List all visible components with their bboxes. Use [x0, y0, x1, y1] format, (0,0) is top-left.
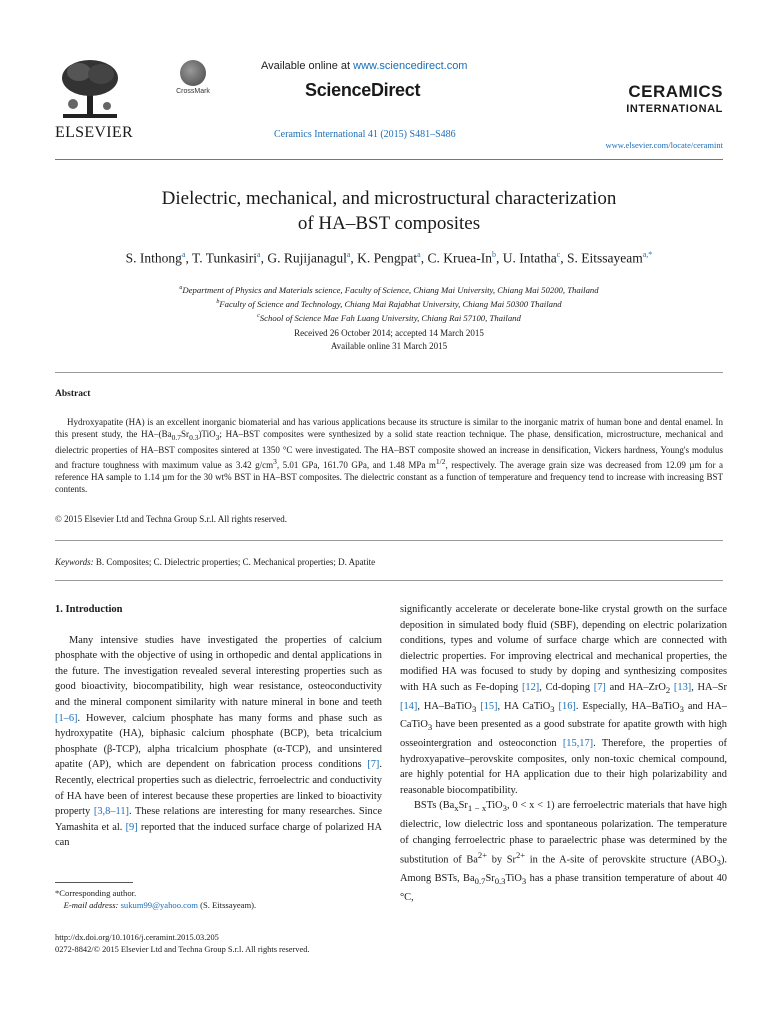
author-affil-mark[interactable]: a: [257, 250, 261, 259]
affiliation-text: School of Science Mae Fah Luang University, Chiang Rai 57100, Thailand: [259, 312, 521, 323]
crossmark-badge[interactable]: [173, 60, 213, 95]
affiliation-item: [55, 282, 723, 296]
author-affil-mark[interactable]: a: [181, 250, 186, 259]
author: U. Intatha: [502, 250, 557, 266]
keywords: [55, 557, 375, 567]
sciencedirect-logo: ScienceDirect: [305, 80, 421, 100]
abstract-copyright: © 2015 Elsevier Ltd and Techna Group S.r.l. All rights reserved.: [55, 514, 287, 524]
author: T. Tunkasiri: [192, 250, 258, 266]
elsevier-tree-icon: [59, 56, 121, 120]
author: C. Kruea-In: [427, 250, 492, 266]
citation-link[interactable]: [15]: [480, 700, 498, 712]
email-label: E-mail address:: [63, 900, 119, 910]
citation-link[interactable]: [13]: [673, 681, 692, 693]
footnote-divider: [55, 882, 133, 883]
author-affil-mark[interactable]: a,*: [642, 250, 653, 259]
footnote: [55, 887, 382, 911]
journal-url-link[interactable]: www.elsevier.com/locate/ceramint: [605, 140, 723, 150]
author: K. Pengpat: [357, 250, 418, 266]
corresponding-author-note: *Corresponding author.: [55, 888, 137, 898]
journal-title-line2: INTERNATIONAL: [626, 103, 723, 115]
doi-link[interactable]: http://dx.doi.org/10.1016/j.ceramint.2015.03.205: [55, 933, 219, 942]
email-link[interactable]: sukum99@yahoo.com: [120, 900, 198, 910]
abstract-text: Hydroxyapatite (HA) is an excellent inorganic biomaterial and has various applications because its structure is similar to the inorganic matrix of human bone and dental enamel. In this present study, the $HA-(Ba_{0.7}Sr_{0.3})TiO_3$; HA–BST composites were synthesized by a solid state reaction technique. The phase, densification, microstructure, mechanical and dielectric properties of HA–BST composites sintered at 1350 °C were investigated. The HA–BST composite showed an increase in densification, Vickers hardness, Young's modulus and fracture toughness with maximum value as 3.42 $g/cm^3$, 5.01 GPa, 161.70 GPa, and 1.48 MPa $m^{1/2}$, respectively. The average grain size was decreased from 12.09 µm for a reference HA sample to 1.14 µm for the 30 wt% BST in HA–BST composites. The dielectric constant as a function of temperature and frequency tend to increase with increasing BST contents.: [55, 417, 724, 495]
citation-link[interactable]: [7]: [593, 681, 606, 693]
citation-link[interactable]: [1–6]: [55, 712, 78, 724]
sciencedirect-link[interactable]: www.sciencedirect.com: [353, 60, 468, 72]
author-affil-mark[interactable]: a: [346, 250, 351, 259]
available-online: [261, 60, 467, 72]
abstract-heading: Abstract: [55, 389, 91, 399]
article-title: [55, 186, 723, 236]
author: S. Inthong: [125, 250, 182, 266]
available-prefix: Available online at: [261, 60, 354, 72]
journal-reference[interactable]: Ceramics International 41 (2015) S481–S486: [274, 129, 456, 140]
affiliation-item: [55, 296, 723, 310]
affiliation-mark: a: [179, 285, 183, 291]
author-affil-mark[interactable]: c: [556, 250, 561, 259]
author-affil-mark[interactable]: b: [491, 250, 496, 259]
citation-link[interactable]: [12]: [521, 681, 540, 693]
elsevier-logo: [55, 54, 133, 142]
journal-header: [55, 54, 723, 158]
crossmark-icon: [180, 60, 206, 86]
author-affil-mark[interactable]: a: [417, 250, 421, 259]
author: G. Rujijanagul: [267, 250, 347, 266]
issn-copyright: 0272-8842/© 2015 Elsevier Ltd and Techna Group S.r.l. All rights reserved.: [55, 945, 310, 954]
body-column-left: [55, 602, 382, 851]
citation-link[interactable]: [9]: [125, 821, 138, 833]
author: S. Eitssayeam: [567, 250, 643, 266]
affiliation-text: Department of Physics and Materials science, Faculty of Science, Chiang Mai University, Chiang Mai 50200, Thailand: [182, 284, 599, 295]
affiliation-mark: b: [216, 298, 220, 305]
received-date: Received 26 October 2014; accepted 14 March 2015: [294, 328, 484, 338]
keywords-divider-bottom: [55, 580, 723, 581]
affiliation-item: [55, 310, 723, 324]
citation-link[interactable]: [15,17]: [562, 737, 594, 749]
body-paragraph: significantly accelerate or decelerate bone-like crystal growth on the surface deposition in simulated body fluid (SBF), depending on electric polarization conditions, types and volume of surface charge which are connected with dielectric properties. For improving electrical and mechanical properties, the modified HA was focused to study by doping and synthesizing composites with HA such as Fe-doping [12], Cd-doping [7] and HA–ZrO$_2$ [13], HA–Sr [14], HA–BaTiO$_3$ [15], HA CaTiO$_3$ [16]. Especially, HA–BaTiO$_3$ and HA–CaTiO$_3$ have been presented as a good substrate for apatite growth with high osseointergration and osteoconction [15,17]. Therefore, the properties of hydroxyapative–perovskite composites, only non-toxic chemical compound, are highly potential for HA application due to their high polarizability and reasonable biocompatibility.: [400, 604, 728, 796]
citation-link[interactable]: [3,8–11]: [93, 806, 129, 818]
article-dates: [55, 327, 723, 353]
citation-link[interactable]: [7]: [367, 759, 380, 771]
body-paragraph: BSTs ($Ba_xSr_{1 - x}TiO_3$, 0 < x < 1) are ferroelectric materials that have high dielectric, low dielectric loss and spontaneous polarization. The temperature of changing ferroelectric phase to paraelectric phase was determined by the substitution of $Ba^{2+}$ by $Sr^{2+}$ in the A-site of perovskite structure $(ABO_3)$. Among BSTs, $Ba_{0.7}Sr_{0.3}TiO_3$ has a phase transition temperature of about 40 °C,: [400, 800, 727, 904]
publisher-name: ELSEVIER: [55, 124, 133, 141]
body-paragraph: Many intensive studies have investigated the properties of calcium phosphate with the objective of using in orthopedic and dental applications in the future. The investigation revealed several interesting properties such as good bioactivity, biocompatibility, high wear resistance, osteoconductivity and the mineral component similarity with nature mineral in bone and teeth [1–6]. However, calcium phosphate has many forms and phase such as hydroxypatite (HA), biphasic calcium phosphate (BCP), beta tricalcium phosphate (β-TCP), alpha tricalcium phosphate (α-TCP), and unsintered apatite (AP), which are dependent on fabrication process conditions [7]. Recently, electrical properties such as dielectric, ferroelectric and conductivity of HA have been of interest because these properties are linked to bioactivity property [3,8–11]. These relations are interesting for many researches. Since Yamashita et al. [9] reported that the induced surface charge of polarized HA can: [55, 634, 382, 849]
header-divider: [55, 159, 723, 160]
title-line1: Dielectric, mechanical, and microstructural characterization: [161, 188, 617, 209]
citation-link[interactable]: [16]: [558, 700, 576, 712]
journal-title: [626, 82, 723, 115]
keywords-label: Keywords:: [55, 557, 94, 567]
online-date: Available online 31 March 2015: [330, 341, 448, 351]
keywords-text: B. Composites; C. Dielectric properties; C. Mechanical properties; D. Apatite: [93, 557, 376, 567]
abstract-divider: [55, 372, 723, 373]
author-list: S. Inthong$^a$, T. Tunkasiri$^a$, G. Rujijanagul$^a$, K. Pengpat$^a$, C. Kruea-In$^b$, U. Intatha$^c$, S. Eitssayeam$^{a,*}$: [125, 250, 653, 266]
email-line: [55, 899, 382, 911]
crossmark-label: CrossMark: [176, 88, 210, 95]
body-column-right: [400, 602, 727, 906]
section-heading: 1. Introduction: [55, 604, 123, 615]
doi-block: [55, 932, 310, 956]
affiliation-text: Faculty of Science and Technology, Chiang Mai Rajabhat University, Chiang Mai 50300 Thailand: [219, 298, 562, 309]
email-owner: (S. Eitssayeam).: [197, 900, 257, 910]
affiliation-mark: c: [257, 312, 260, 319]
title-line2: of HA–BST composites: [297, 213, 481, 234]
affiliations: [55, 282, 723, 324]
citation-link[interactable]: [14]: [400, 700, 418, 712]
journal-title-line1: CERAMICS: [628, 82, 723, 101]
keywords-divider-top: [55, 540, 723, 541]
